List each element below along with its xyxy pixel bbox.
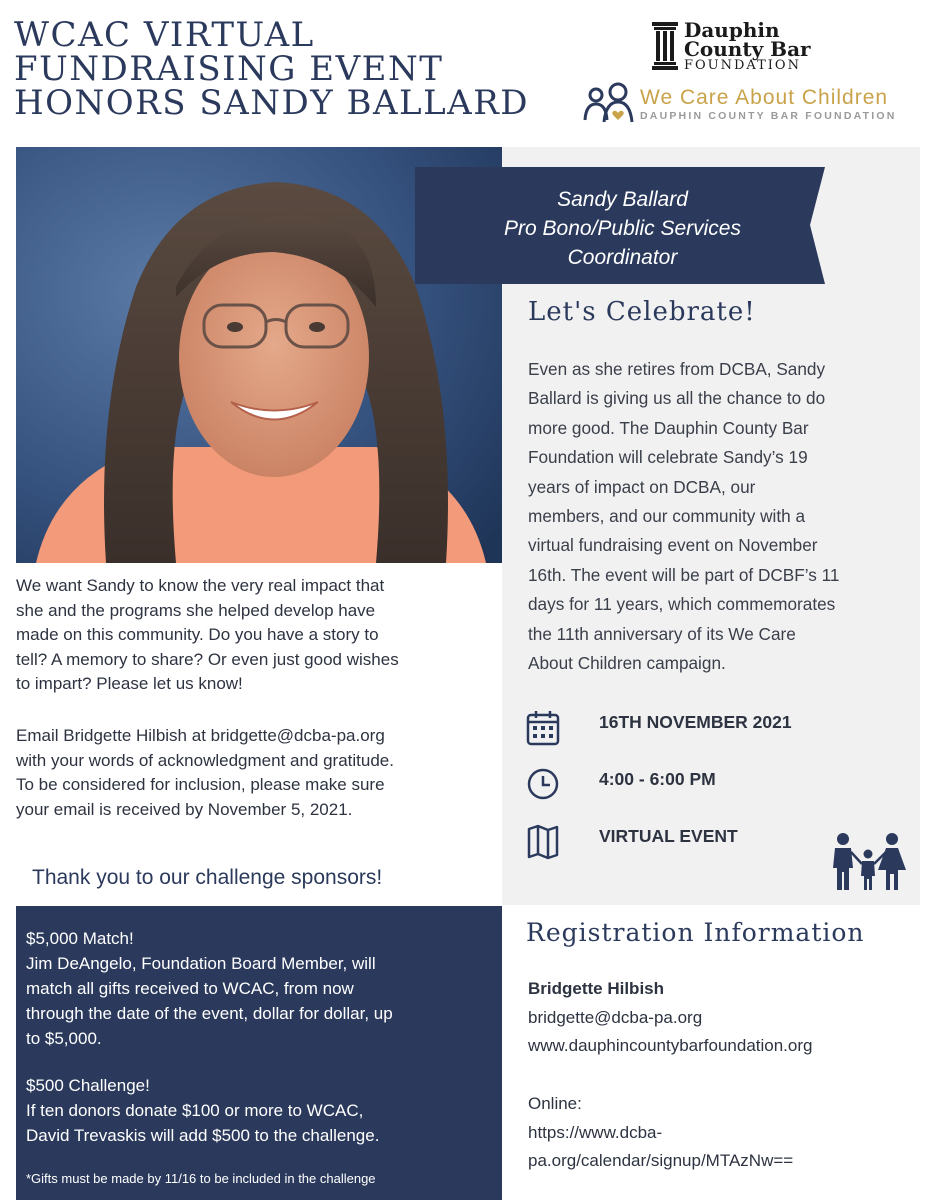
celebrate-line: days for 11 years, which commemorates <box>528 594 836 615</box>
celebrate-line: Even as she retires from DCBA, Sandy <box>528 359 826 379</box>
email-line: your email is received by November 5, 2021. <box>16 799 353 819</box>
celebrate-line: virtual fundraising event on November <box>528 535 818 556</box>
signup-link-line[interactable]: https://www.dcba- <box>528 1122 663 1142</box>
wcac-logo-line-2: DAUPHIN COUNTY BAR FOUNDATION <box>640 110 897 122</box>
match-line: $5,000 Match! <box>26 929 134 948</box>
celebrate-line: years of impact on DCBA, our <box>528 476 756 497</box>
challenge-line: David Trevaskis will add $500 to the challenge. <box>26 1126 380 1145</box>
banner-name: Sandy Ballard <box>557 188 688 211</box>
email-line: Email Bridgette Hilbish at bridgette@dcba-pa.org <box>16 726 385 745</box>
registration-heading: Registration Information <box>526 918 865 947</box>
match-line: through the date of the event, dollar for dollar, up <box>26 1004 393 1023</box>
celebrate-line: About Children campaign. <box>528 653 726 674</box>
dcbf-logo-line-1: Dauphin <box>684 18 780 42</box>
match-line: to $5,000. <box>26 1029 102 1048</box>
match-paragraph <box>26 926 496 1051</box>
event-time <box>526 767 906 807</box>
story-line: to impart? Please let us know! <box>16 674 243 694</box>
story-line: We want Sandy to know the very real impact that <box>16 576 385 595</box>
pillar-icon <box>650 22 680 70</box>
email-line: To be considered for inclusion, please make sure <box>16 775 385 795</box>
title-line-1: WCAC VIRTUAL <box>14 15 315 55</box>
contact-name: Bridgette Hilbish <box>528 979 665 998</box>
story-line: she and the programs she helped develop have <box>16 600 376 620</box>
dcbf-logo-line-3: FOUNDATION <box>684 58 801 73</box>
online-label: Online: <box>528 1094 582 1113</box>
title-line-2: FUNDRAISING EVENT <box>14 49 444 89</box>
story-paragraph <box>16 574 486 697</box>
celebrate-line: 16th. The event will be part of DCBF’s 11 <box>528 564 840 585</box>
celebrate-line: members, and our community with a <box>528 506 806 527</box>
registration-contact <box>528 975 918 1061</box>
celebrate-line: Foundation will celebrate Sandy’s 19 <box>528 447 808 468</box>
event-date-text: 16TH NOVEMBER 2021 <box>599 712 792 732</box>
challenge-line: $500 Challenge! <box>26 1076 150 1095</box>
people-heart-icon <box>582 82 638 124</box>
event-time-text: 4:00 - 6:00 PM <box>599 769 716 789</box>
challenge-line: If ten donors donate $100 or more to WCAC, <box>26 1101 364 1120</box>
celebrate-line: more good. The Dauphin County Bar <box>528 417 809 438</box>
wcac-logo-line-1: We Care About Children <box>640 86 889 109</box>
sponsor-box <box>16 906 502 1200</box>
dauphin-county-bar-foundation-logo <box>650 20 840 72</box>
challenge-paragraph <box>26 1073 496 1148</box>
signup-link[interactable] <box>528 1119 918 1176</box>
celebrate-line: the 11th anniversary of its We Care <box>528 623 796 644</box>
registration-online <box>528 1090 918 1176</box>
match-line: Jim DeAngelo, Foundation Board Member, will <box>26 954 376 973</box>
contact-email-link[interactable]: bridgette@dcba-pa.org <box>528 1007 703 1027</box>
story-line: made on this community. Do you have a story to <box>16 625 379 645</box>
email-line: with your words of acknowledgment and gratitude. <box>16 750 394 770</box>
banner-role-line-1: Pro Bono/Public Services <box>504 217 741 240</box>
story-line: tell? A memory to share? Or even just good wishes <box>16 649 399 669</box>
family-icon <box>828 832 908 892</box>
challenge-note: *Gifts must be made by 11/16 to be included in the challenge <box>26 1171 376 1186</box>
sponsors-heading: Thank you to our challenge sponsors! <box>32 866 383 889</box>
signup-link-line[interactable]: pa.org/calendar/signup/MTAzNw== <box>528 1151 794 1171</box>
celebrate-heading: Let's Celebrate! <box>528 297 756 327</box>
banner-role-line-2: Coordinator <box>567 246 678 269</box>
map-icon <box>526 824 560 860</box>
we-care-about-children-logo <box>582 82 922 124</box>
clock-icon <box>526 767 560 801</box>
email-paragraph <box>16 724 486 822</box>
page-title <box>14 15 534 123</box>
honoree-banner <box>415 167 830 284</box>
celebrate-paragraph <box>528 355 903 678</box>
match-line: match all gifts received to WCAC, from now <box>26 979 354 998</box>
celebrate-line: Ballard is giving us all the chance to do <box>528 388 826 409</box>
title-line-3: HONORS SANDY BALLARD <box>14 83 530 123</box>
dcbf-logo-line-2: County Bar <box>684 37 811 61</box>
event-date <box>526 710 906 750</box>
website-link[interactable]: www.dauphincountybarfoundation.org <box>528 1036 813 1056</box>
event-location-text: VIRTUAL EVENT <box>599 826 738 846</box>
calendar-icon <box>526 710 560 746</box>
